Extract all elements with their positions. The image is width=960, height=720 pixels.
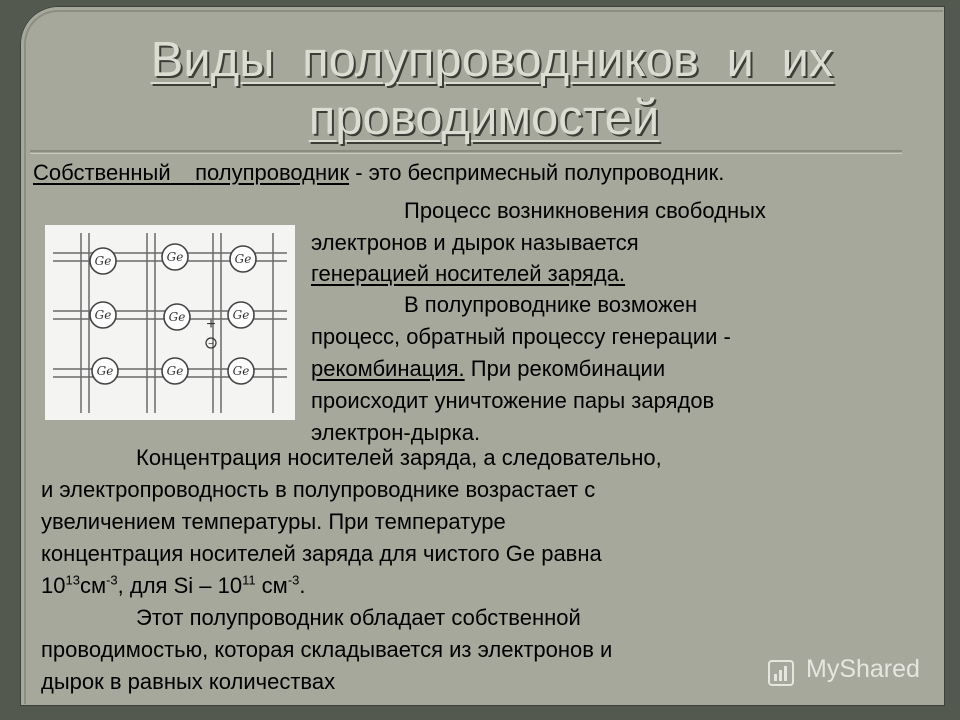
intro-term1: Собственный	[33, 160, 171, 185]
watermark-text: MyShared	[806, 655, 920, 683]
atom-label: Ge	[94, 308, 112, 322]
right-line-6	[311, 354, 665, 384]
term-generation: генерацией носителей заряда.	[311, 261, 626, 286]
bottom-line-7: проводимостью, которая складывается из электронов и	[41, 637, 613, 662]
bottom-line-3: увеличением температуры. При температуре	[41, 509, 506, 534]
right-line-6-rest: При рекомбинации	[464, 356, 666, 381]
atom-label: Ge	[166, 250, 184, 264]
bottom-line-6: Этот полупроводник обладает собственной	[136, 605, 581, 630]
atom-label: Ge	[234, 252, 252, 266]
atom-label: Ge	[232, 364, 250, 378]
myshared-logo-icon	[768, 660, 794, 686]
atom-label: Ge	[94, 254, 112, 268]
right-line-2: электронов и дырок называется	[311, 230, 639, 255]
crystal-lattice-image	[45, 225, 295, 420]
bottom-line-1: Концентрация носителей заряда, а следовательно,	[136, 445, 662, 470]
title-divider	[30, 150, 902, 152]
term-recombination: рекомбинация.	[311, 356, 465, 381]
atom-label: Ge	[96, 364, 114, 378]
right-line-5: процесс, обратный процессу генерации -	[311, 324, 731, 349]
slide-title-line1: Виды полупроводников и их	[150, 33, 834, 87]
electron-minus-sign: −	[208, 339, 214, 350]
intro-rest: - это беспримесный полупроводник.	[349, 160, 725, 185]
atom-label: Ge	[166, 364, 184, 378]
atom-label: Ge	[168, 310, 186, 324]
right-line-1: Процесс возникновения свободных	[404, 198, 766, 223]
right-line-7: происходит уничтожение пары зарядов	[311, 388, 715, 413]
intro-term2: полупроводник	[195, 160, 350, 185]
bottom-line-2: и электропроводность в полупроводнике возрастает с	[41, 477, 596, 502]
right-line-8: электрон-дырка.	[311, 420, 481, 445]
title-divider-highlight	[30, 153, 902, 154]
slide-title-line2: проводимостей	[308, 91, 660, 145]
bottom-line-5: $10^{13}см^{-3}$, для Si – $10^{11}$ $см^{-3}$.	[41, 572, 306, 598]
right-line-4: В полупроводнике возможен	[404, 292, 698, 317]
atom-label: Ge	[232, 308, 250, 322]
bottom-line-4: концентрация носителей заряда для чистого Ge равна	[41, 541, 602, 566]
hole-plus-sign: +	[206, 316, 216, 333]
bottom-line-8: дырок в равных количествах	[41, 669, 336, 694]
intro-line	[33, 158, 724, 188]
